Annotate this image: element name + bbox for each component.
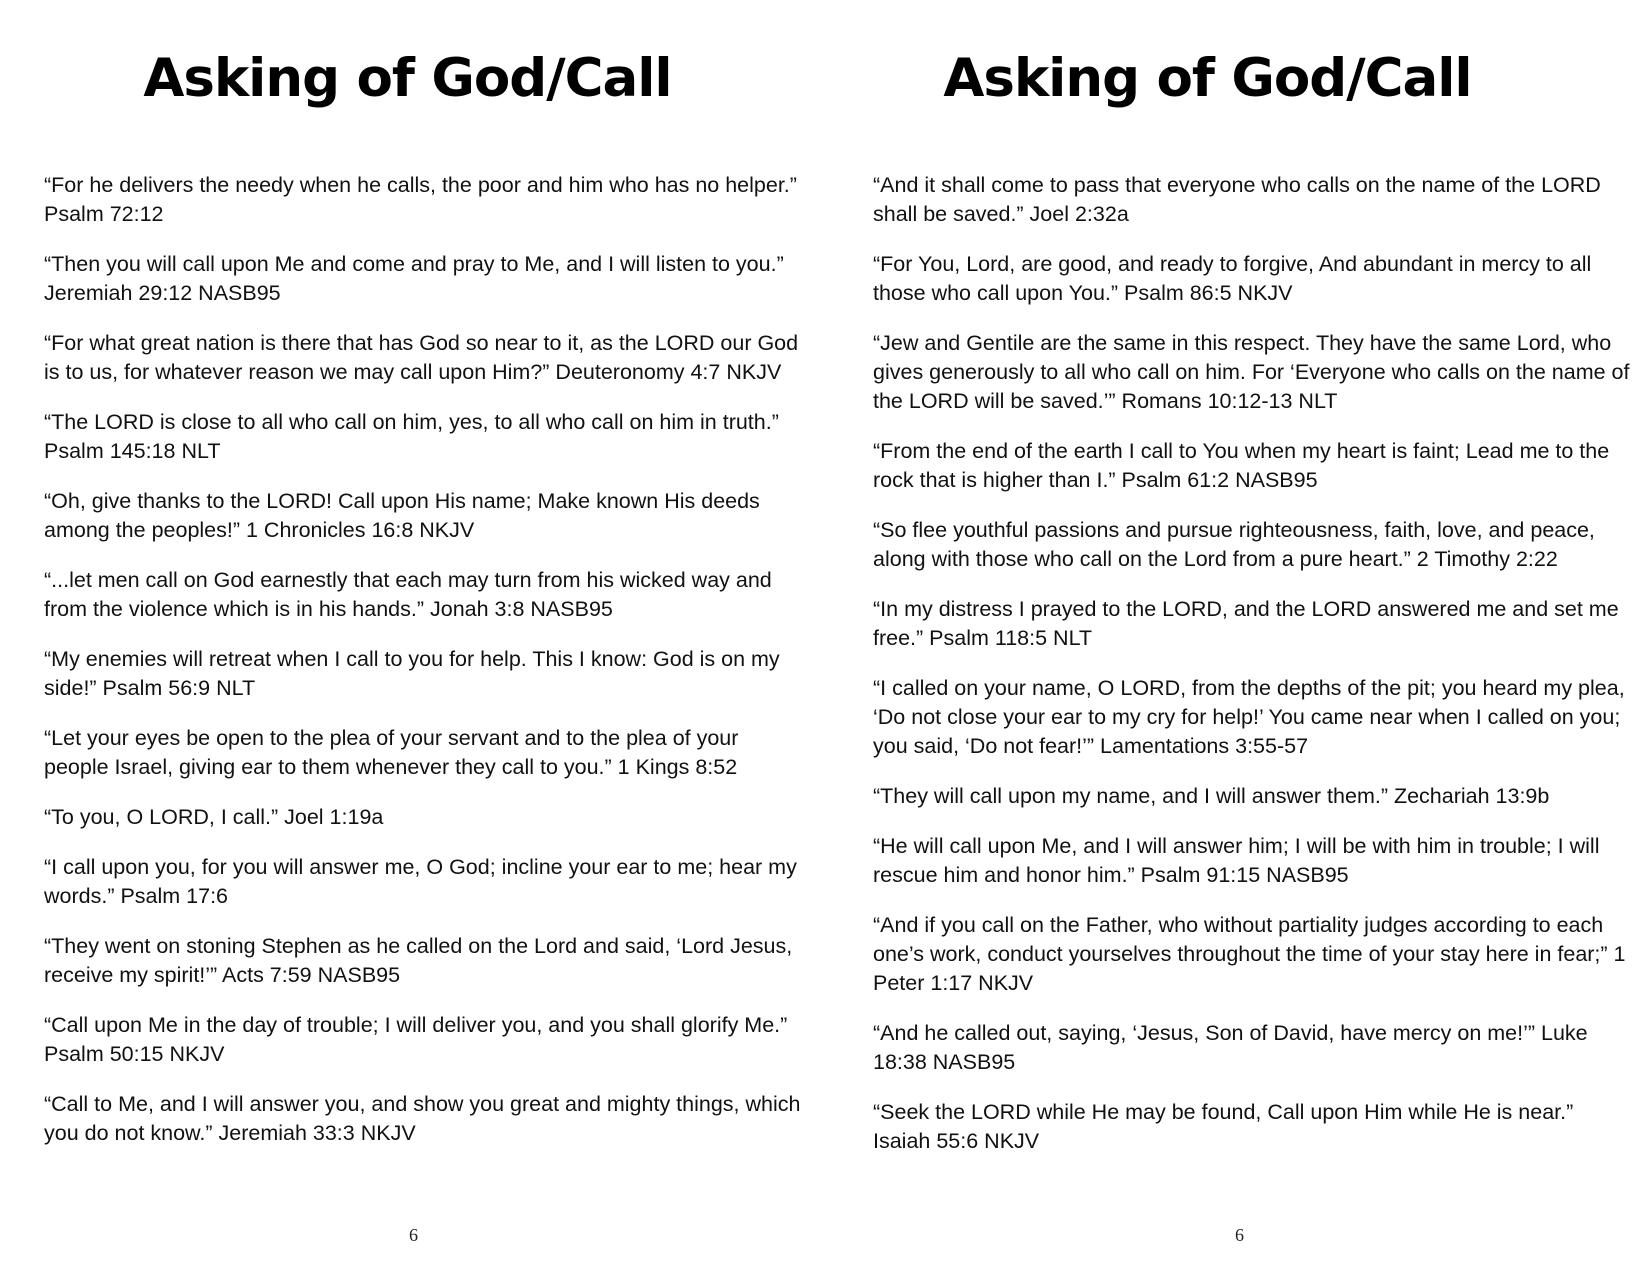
verse: “They went on stoning Stephen as he called on the Lord and said, ‘Lord Jesus, receive my spirit!’” Acts 7:59 NASB95 bbox=[44, 934, 793, 987]
verse-list bbox=[873, 171, 1633, 1177]
verse: “They will call upon my name, and I will answer them.” Zechariah 13:9b bbox=[873, 784, 1550, 808]
verse: “So flee youthful passions and pursue righteousness, faith, love, and peace, along with those who call on the Lord from a pure heart.” 2 Timothy 2:22 bbox=[873, 518, 1595, 571]
verse: “Then you will call upon Me and come and pray to Me, and I will listen to you.” Jeremiah 29:12 NASB95 bbox=[44, 252, 784, 305]
verse: “Call upon Me in the day of trouble; I will deliver you, and you shall glorify Me.” Psalm 50:15 NKJV bbox=[44, 1013, 788, 1066]
verse: “For he delivers the needy when he calls, the poor and him who has no helper.” Psalm 72:12 bbox=[44, 173, 797, 226]
verse: “My enemies will retreat when I call to you for help. This I know: God is on my side!” Psalm 56:9 NLT bbox=[44, 647, 780, 700]
verse: “Jew and Gentile are the same in this respect. They have the same Lord, who gives generously to all who call on him. For ‘Everyone who calls on the name of the LORD will be saved.’” Romans 10:12-13 NLT bbox=[873, 331, 1630, 413]
verse: “Let your eyes be open to the plea of your servant and to the plea of your people Israel, giving ear to them whenever they call to you.” 1 Kings 8:52 bbox=[44, 726, 739, 779]
verse: “Call to Me, and I will answer you, and show you great and mighty things, which you do not know.” Jeremiah 33:3 NKJV bbox=[44, 1092, 801, 1145]
verse: “He will call upon Me, and I will answer him; I will be with him in trouble; I will rescue him and honor him.” Psalm 91:15 NASB95 bbox=[873, 834, 1600, 887]
page-number: 6 bbox=[1235, 1225, 1244, 1245]
verse: “And it shall come to pass that everyone who calls on the name of the LORD shall be saved.” Joel 2:32a bbox=[873, 173, 1601, 226]
verse: “For what great nation is there that has God so near to it, as the LORD our God is to us, for whatever reason we may call upon Him?” Deuteronomy 4:7 NKJV bbox=[44, 331, 799, 384]
verse-list bbox=[44, 171, 804, 1169]
verse: “Oh, give thanks to the LORD! Call upon His name; Make known His deeds among the peoples!” 1 Chronicles 16:8 NKJV bbox=[44, 489, 760, 542]
verse: “I called on your name, O LORD, from the depths of the pit; you heard my plea, ‘Do not close your ear to my cry for help!’ You came near when I called on you; you said, ‘Do not fear!’” Lamentations 3:55-57 bbox=[873, 676, 1625, 758]
verse: “To you, O LORD, I call.” Joel 1:19a bbox=[44, 805, 384, 829]
verse: “The LORD is close to all who call on him, yes, to all who call on him in truth.” Psalm 145:18 NLT bbox=[44, 410, 779, 463]
verse: “And he called out, saying, ‘Jesus, Son of David, have mercy on me!’” Luke 18:38 NASB95 bbox=[873, 1021, 1588, 1074]
verse: “In my distress I prayed to the LORD, and the LORD answered me and set me free.” Psalm 118:5 NLT bbox=[873, 597, 1619, 650]
verse: “I call upon you, for you will answer me, O God; incline your ear to me; hear my words.” Psalm 17:6 bbox=[44, 855, 797, 908]
verse: “For You, Lord, are good, and ready to forgive, And abundant in mercy to all those who call upon You.” Psalm 86:5 NKJV bbox=[873, 252, 1592, 305]
verse: “From the end of the earth I call to You when my heart is faint; Lead me to the rock that is higher than I.” Psalm 61:2 NASB95 bbox=[873, 439, 1610, 492]
verse: “Seek the LORD while He may be found, Call upon Him while He is near.” Isaiah 55:6 NKJV bbox=[873, 1100, 1574, 1153]
page-title: Asking of God/Call bbox=[943, 48, 1472, 109]
verse: “...let men call on God earnestly that each may turn from his wicked way and from the violence which is in his hands.” Jonah 3:8 NASB95 bbox=[44, 568, 772, 621]
right-page bbox=[825, 0, 1650, 1275]
page-number: 6 bbox=[409, 1225, 418, 1245]
verse: “And if you call on the Father, who without partiality judges according to each one’s work, conduct yourselves throughout the time of your stay here in fear;” 1 Peter 1:17 NKJV bbox=[873, 913, 1626, 995]
page-title: Asking of God/Call bbox=[143, 48, 672, 109]
